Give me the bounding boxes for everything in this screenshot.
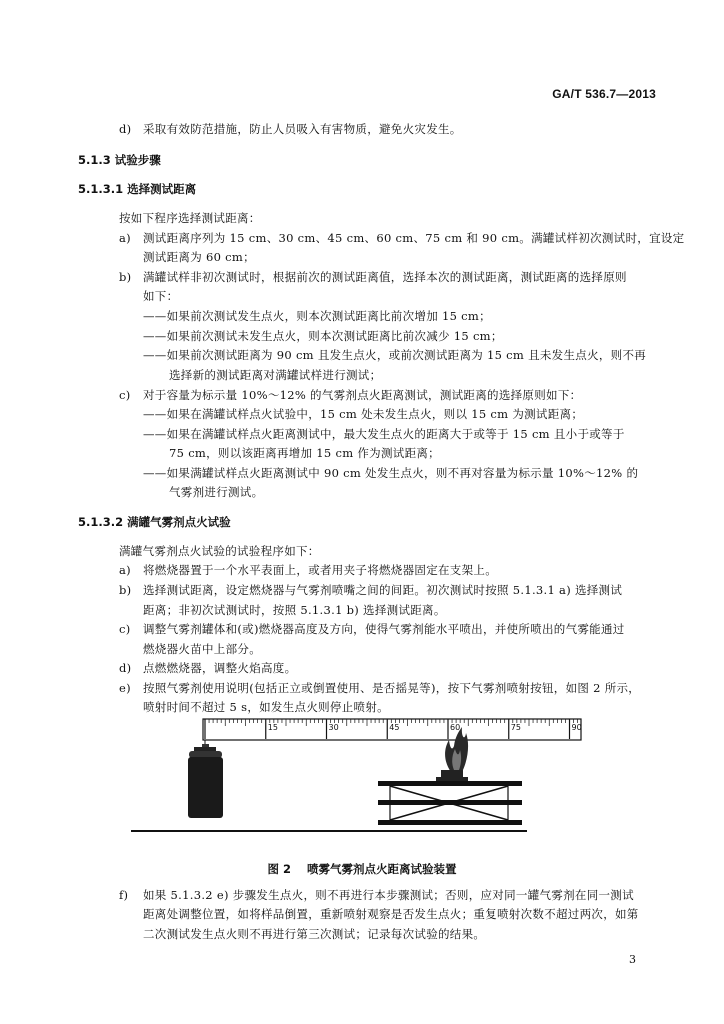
line-text: 满罐试样非初次测试时，根据前次的测试距离值，选择本次的测试距离，测试距离的选择原则 [143, 270, 627, 284]
line-text: 二次测试发生点火则不再进行第三次测试；记录每次试验的结果。 [143, 927, 486, 941]
burner-stand [378, 781, 522, 825]
list-label: d) [119, 122, 132, 136]
line-text: ——如果在满罐试样点火距离测试中，最大发生点火的距离大于或等于 15 cm 且小于或等于 [143, 427, 625, 441]
measuring-ruler [203, 719, 582, 740]
line-text: ——如果在满罐试样点火试验中，15 cm 处未发生点火，则以 15 cm 为测试距离； [143, 407, 584, 421]
line-text: 满罐气雾剂点火试验的试验程序如下： [119, 544, 320, 558]
line-text: 如下： [143, 289, 179, 303]
page-number: 3 [629, 953, 636, 966]
list-label: a) [119, 563, 131, 577]
line-text: ——如果满罐试样点火距离测试中 90 cm 处发生点火，则不再对容量为标示量 10%～12% 的 [143, 466, 639, 480]
line-text: 采取有效防范措施，防止人员吸入有害物质，避免火灾发生。 [143, 122, 462, 136]
list-label: c) [119, 388, 131, 402]
line-text: ——如果前次测试未发生点火，则本次测试距离比前次减少 15 cm； [143, 329, 503, 343]
list-label: e) [119, 681, 131, 695]
line-text: 5.1.3.1 选择测试距离 [78, 182, 197, 196]
line-text: 75 cm，则以该距离再增加 15 cm 作为测试距离； [169, 446, 440, 460]
document-code: GA/T 536.7—2013 [552, 87, 656, 101]
line-text: 测试距离序列为 15 cm、30 cm、45 cm、60 cm、75 cm 和 90 cm。满罐试样初次测试时，宜设定 [143, 231, 685, 245]
line-text: 选择测试距离，设定燃烧器与气雾剂喷嘴之间的间距。初次测试时按照 5.1.3.1 a) 选择测试 [143, 583, 623, 597]
line-text: 调整气雾剂罐体和(或)燃烧器高度及方向，使得气雾剂能水平喷出，并使所喷出的气雾能通过 [143, 622, 625, 636]
line-text: ——如果前次测试发生点火，则本次测试距离比前次增加 15 cm； [143, 309, 491, 323]
line-text: 喷射时间不超过 5 s，如发生点火则停止喷射。 [143, 700, 389, 714]
figure-caption: 图 2 喷雾气雾剂点火距离试验装置 [267, 862, 457, 876]
line-text: 5.1.3.2 满罐气雾剂点火试验 [78, 515, 231, 529]
line-text: ——如果前次测试距离为 90 cm 且发生点火，或前次测试距离为 15 cm 且未发生点火，则不再 [143, 348, 647, 362]
nozzle-marker [202, 740, 209, 748]
line-text: 将燃烧器置于一个水平表面上，或者用夹子将燃烧器固定在支架上。 [143, 563, 497, 577]
ruler-label: 45 [389, 723, 400, 732]
line-text: 按如下程序选择测试距离： [119, 211, 261, 225]
list-label: a) [119, 231, 131, 245]
ruler-label: 60 [450, 723, 461, 732]
line-text: 5.1.3 试验步骤 [78, 153, 161, 167]
line-text: 对于容量为标示量 10%～12% 的气雾剂点火距离测试，测试距离的选择原则如下： [143, 388, 582, 402]
list-label: f) [119, 888, 129, 902]
line-text: 如果 5.1.3.2 e) 步骤发生点火，则不再进行本步骤测试；否则，应对同一罐气雾剂在同一测试 [143, 888, 634, 902]
list-label: b) [119, 583, 132, 597]
line-text: 距离；非初次试测试时，按照 5.1.3.1 b) 选择测试距离。 [143, 603, 446, 617]
list-label: d) [119, 661, 132, 675]
line-text: 选择新的测试距离对满罐试样进行测试； [169, 368, 382, 382]
burner [436, 770, 468, 781]
ruler-label: 90 [571, 723, 582, 732]
ruler-label: 75 [510, 723, 521, 732]
line-text: 距离处调整位置，如将样品倒置，重新喷射观察是否发生点火；重复喷射次数不超过两次，如第 [143, 907, 639, 921]
line-text: 点燃燃烧器，调整火焰高度。 [143, 661, 297, 675]
line-text: 测试距离为 60 cm； [143, 250, 255, 264]
ruler-label: 15 [267, 723, 278, 732]
line-text: 按照气雾剂使用说明(包括正立或倒置使用、是否摇晃等)，按下气雾剂喷射按钮，如图 2 所示， [143, 681, 641, 695]
list-label: b) [119, 270, 132, 284]
line-text: 燃烧器火苗中上部分。 [143, 642, 261, 656]
list-label: c) [119, 622, 131, 636]
aerosol-can [188, 747, 223, 818]
line-text: 气雾剂进行测试。 [169, 485, 264, 499]
ruler-label: 30 [328, 723, 339, 732]
